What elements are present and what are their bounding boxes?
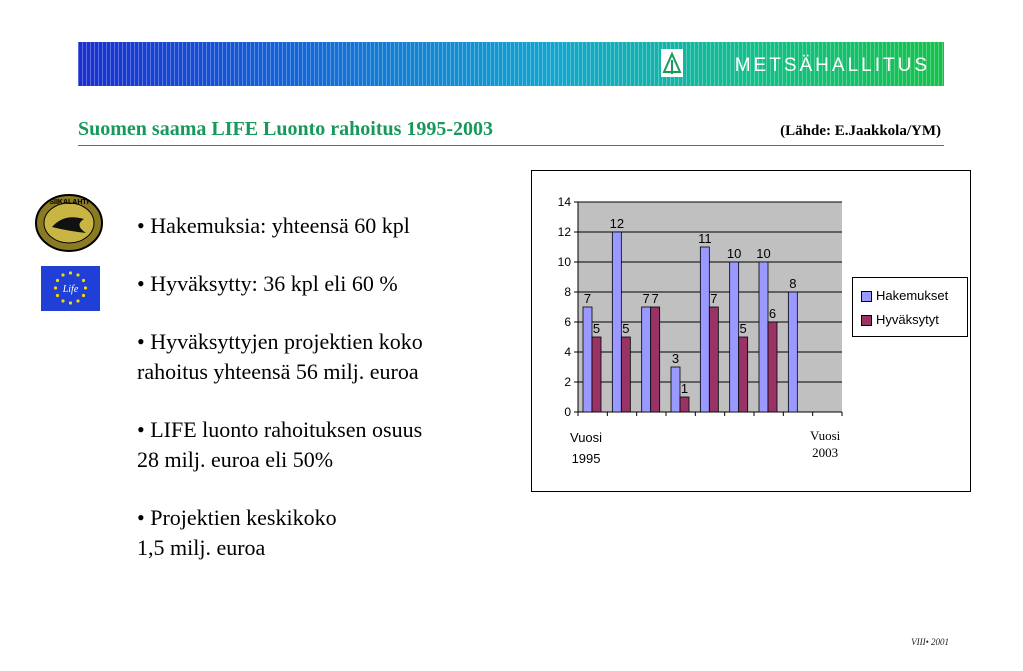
x-end-label-line2: 2003 [812, 445, 839, 460]
legend-label: Hyväksytyt [876, 312, 939, 327]
bar-hakemukset [642, 307, 651, 412]
bar-hakemukset [730, 262, 739, 412]
bar-hyväksytyt [621, 337, 630, 412]
bullet-item [137, 415, 517, 475]
y-tick-label: 12 [557, 225, 571, 239]
seal-text: SIIKALAHTI [49, 199, 89, 206]
bar-hakemukset [788, 292, 797, 412]
y-tick-label: 14 [557, 195, 571, 209]
y-tick-label: 8 [564, 285, 571, 299]
bar-hakemukset [700, 247, 709, 412]
bar-hyväksytyt [739, 337, 748, 412]
bar-hyväksytyt [680, 397, 689, 412]
x-end-label-line1: Vuosi [810, 428, 841, 443]
data-label: 5 [622, 321, 630, 336]
bullet-item [137, 211, 517, 241]
bullet-line: rahoitus yhteensä 56 milj. euroa [137, 359, 419, 384]
bullet-item [137, 269, 517, 299]
x-end-label [810, 427, 840, 461]
bar-hakemukset [612, 232, 621, 412]
x-start-label [570, 427, 602, 469]
bullet-line: • Projektien keskikoko [137, 505, 337, 530]
life-logo-text: Life [62, 284, 79, 295]
bullet-line: • Hyväksytty: 36 kpl eli 60 % [137, 271, 398, 296]
source-note: (Lähde: E.Jaakkola/YM) [780, 123, 941, 139]
legend-swatch [861, 291, 872, 302]
data-label: 7 [710, 291, 718, 306]
data-label: 11 [698, 231, 712, 246]
data-label: 7 [651, 291, 659, 306]
y-tick-label: 10 [557, 255, 571, 269]
header-banner [78, 42, 944, 86]
x-start-label-line1: Vuosi [570, 430, 603, 445]
data-label: 5 [592, 321, 601, 336]
metsahallitus-logo-icon [660, 48, 684, 78]
bullet-line: 1,5 milj. euroa [137, 535, 266, 560]
y-tick-label: 2 [564, 375, 571, 389]
bullet-line: 28 milj. euroa eli 50% [137, 447, 334, 472]
data-label: 10 [726, 246, 742, 261]
siikalahti-seal [34, 193, 104, 253]
bar-hakemukset [671, 367, 680, 412]
bullet-list [137, 211, 517, 591]
data-label: 1 [680, 381, 689, 396]
data-label: 12 [609, 216, 625, 231]
bullet-item [137, 503, 517, 563]
bar-hakemukset [583, 307, 592, 412]
data-label: 7 [642, 291, 650, 306]
title-divider [78, 145, 944, 146]
y-tick-label: 6 [564, 315, 571, 329]
legend-swatch [861, 315, 872, 326]
chart-legend [852, 277, 968, 337]
logo-text: METSÄHALLITUS [734, 55, 930, 76]
bullet-line: • Hakemuksia: yhteensä 60 kpl [137, 213, 410, 238]
footer-note: VIII• 2001 [911, 637, 949, 647]
chart-container [531, 170, 971, 492]
bullet-item [137, 327, 517, 387]
page-title: Suomen saama LIFE Luonto rahoitus 1995-2003 [78, 118, 494, 140]
x-start-label-line2: 1995 [571, 451, 601, 466]
data-label: 7 [583, 291, 592, 306]
legend-item [861, 288, 948, 303]
legend-item [861, 312, 939, 327]
data-label: 10 [756, 246, 771, 261]
data-label: 8 [789, 276, 797, 291]
y-tick-label: 4 [564, 345, 571, 359]
bullet-line: • Hyväksyttyjen projektien koko [137, 329, 423, 354]
bar-hakemukset [759, 262, 768, 412]
bar-hyväksytyt [651, 307, 660, 412]
bar-hyväksytyt [768, 322, 777, 412]
data-label: 6 [768, 306, 777, 321]
data-label: 3 [671, 351, 680, 366]
y-tick-label: 0 [564, 405, 571, 419]
legend-label: Hakemukset [876, 288, 949, 303]
bar-hyväksytyt [592, 337, 601, 412]
bar-hyväksytyt [709, 307, 718, 412]
bullet-line: • LIFE luonto rahoituksen osuus [137, 417, 423, 442]
data-label: 5 [739, 321, 747, 336]
eu-life-flag [41, 266, 100, 311]
